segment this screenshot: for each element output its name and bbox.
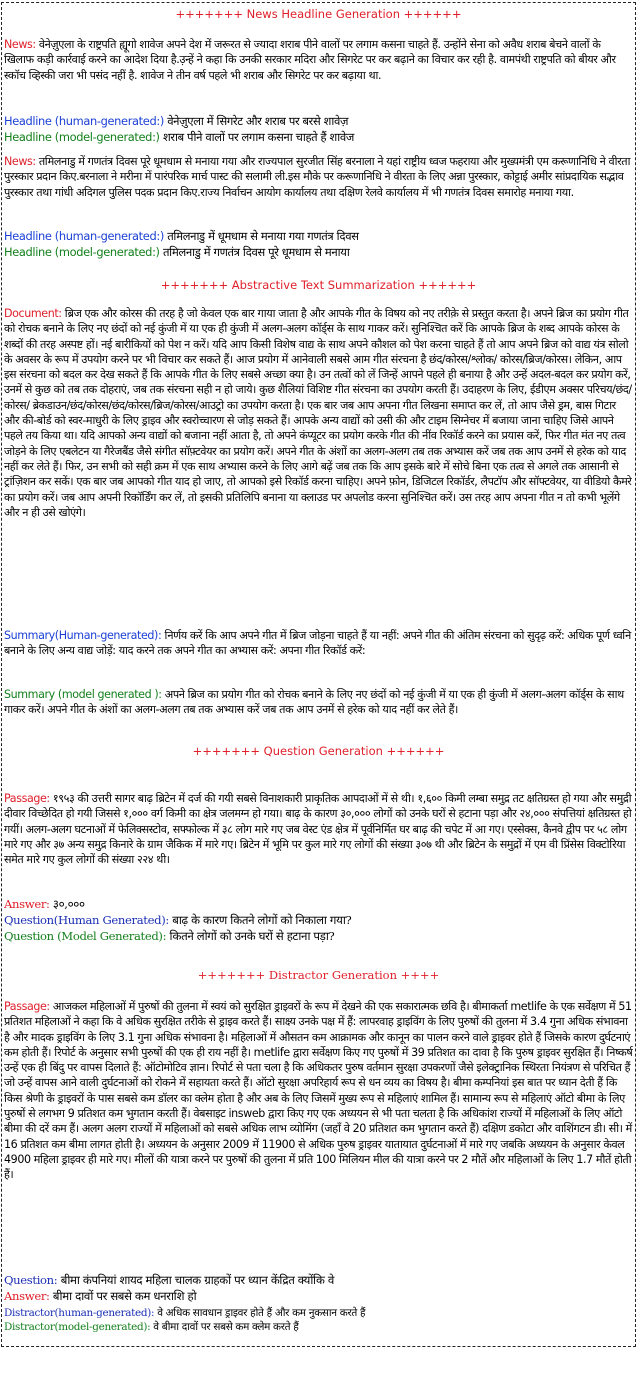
figure-frame <box>1 2 636 1347</box>
dg-passage-text: आजकल महिलाओं में पुरुषों की तुलना में स्वयं को सुरक्षित ड्राइवरों के रूप में देखने की एक सकारात्मक छवि है। बीमाकर्ता metlife के एक सर्वेक्षण में 51 प्रतिशत महिलाओं ने कहा कि वे अधिक सुरक्षित तरीके से ड्राइव करते हैं। साक्ष्य उनके पक्ष में हैं: लापरवाह ड्राइविंग के लिए पुरुषों की तुलना में 3.4 गुना अधिक संभावना है और मादक ड्राइविंग के लिए 3.1 गुना अधिक संभावना है। महिलाओं में औसतन कम आक्रामक और कानून का पालन करने वाले ड्राइवर होते हैं जिसके कारण दुर्घटनाएं कम होती हैं। रिपोर्ट के अनुसार सभी पुरुषों की एक ही राय नहीं है। metlife द्वारा सर्वेक्षण किए गए पुरुषों में 39 प्रतिशत का दावा है कि पुरुष ड्राइवर सुरक्षित हैं। निष्कर्ष उन्हें एक ही बिंदु पर वापस दिलाते हैं: ऑटोमोटिव ज्ञान। रिपोर्ट से पता चला है कि अधिकतर पुरुष वर्तमान सुरक्षा उपकरणों जैसे इलेक्ट्रानिक स्थिरता नियंत्रण से परिचित हैं जो उन्हें वापस आने वाली दुर्घटनाओं को रोकने में सहायता करते हैं। ऑटो सुरक्षा अपरिहार्य रूप से धन व्यय का विषय है। बीमा कम्पनियां इस बात पर ध्यान देती हैं कि किस श्रेणी के ड्राइवरों के पास सबसे कम डॉलर का क्लेम होता है और अब के लिए जिसमें मुख्य रूप से महिलाएं शामिल हैं। सामान्य रूप से महिलाएं ऑटो बीमा के लिए पुरुषों से लगभग 9 प्रतिशत कम भुगतान करती हैं। वेबसाइट insweb द्वारा किए गए एक अध्ययन से भी पता चलता है कि अधिकांश राज्यों में महिलाओं के लिए ऑटो बीमा की दरें कम हैं। अलग अलग राज्यों में महिलाओं को सबसे अधिक लाभ व्योमिंग (जहाँ वे 20 प्रतिशत कम भुगतान करते हैं) दक्षिण डकोटा और वाशिंगटन डी। सी। में 16 प्रतिशत कम बीमा लागत होती है। अध्ययन के अनुसार 2009 में 11900 से अधिक पुरुष ड्राइवर यातायात दुर्घटनाओं में मारे गए जबकि अध्ययन के अनुसार केवल 4900 महिला ड्राइवर ही मारे गए। मीलों की यात्रा करने पर पुरुषों की तुलना में प्रति 100 मिलियन मील की यात्रा करने पर 2 मौतें और महिलाओं के लिए 1.7 मौतें होती हैं। <box>4 1000 633 1182</box>
summ-human-label: Summary(Human-generated): <box>4 629 162 642</box>
news1-human-text: वेनेज़ुएला में सिगरेट और शराब पर बरसे शावेज़ <box>167 114 349 128</box>
news1-human-label: Headline (human-generated:) <box>4 114 164 128</box>
qg-answer-text: ३०,००० <box>52 897 85 911</box>
news1-paragraph <box>4 37 633 83</box>
news2-headlines <box>4 229 633 261</box>
section-title-news: +++++++ News Headline Generation ++++++ <box>175 7 462 21</box>
dg-answer-text: बीमा दावों पर सबसे कम धनराशि हो <box>52 1288 197 1303</box>
qg-passage-text: १९५३ की उत्तरी सागर बाढ़ ब्रिटेन में दर्ज की गयी सबसे विनाशकारी प्राकृतिक आपदाओं में से थी। १,६०० किमी लम्बा समुद्र तट क्षतिग्रस्त हो गया और समुद्री दीवार विच्छेदित हो गयी जिससे १,००० वर्ग किमी का क्षेत्र जलमग्न हो गया। बाढ़ के कारण ३०,००० लोगों को उनके घरों से हटाना पड़ा और २४,००० संपत्तियां क्षतिग्रस्त हो गयीं। अलग-अलग घटनाओं में फेलिक्सस्टोव, सफ्फोल्क में ३८ लोग मारे गए जब वेस्ट एंड क्षेत्र में पूर्वनिर्मित घर बाढ़ की चपेट में आ गए। एस्सेक्स, कैनवे द्वीप पर ५८ लोग मारे गए और ३७ अन्य समुद्र किनारे के ग्राम जैकिक में मारे गए। ब्रिटेन में भूमि पर कुल मारे गए लोगों की संख्या ३०७ थी और ब्रिटेन के समुद्रों में एम वी प्रिंसेस विक्टोरिया समेत मारे गए कुल लोगों की संख्या २२४ थी। <box>4 792 632 867</box>
summ-human-text: निर्णय करें कि आप अपने गीत में ब्रिज जोड़ना चाहते हैं या नहीं: अपने गीत की अंतिम संरचना को सुदृढ़ करें: अधिक पूर्ण ध्वनि बनाने के लिए अन्य वाद्य जोड़ें: याद करने तक अपने गीत का अभ्यास करें: अपना गीत रिकॉर्ड करें: <box>4 629 631 658</box>
dg-model-text: वे बीमा दावों पर सबसे कम क्लेम करते हैं <box>153 1321 299 1334</box>
summ-model-text: अपने ब्रिज का प्रयोग गीत को रोचक बनाने के लिए नए छंदों को नई कुंजी में या एक ही कुंजी में अलग-अलग कॉर्ड्स के साथ गाकर करें। अपने गीत के अंशों का अलग-अलग तब तक अभ्यास करें जब तक आप उनमें से हरेक को याद नहीं कर लेते हैं। <box>4 688 624 717</box>
section-title-summarization: +++++++ Abstractive Text Summarization ++++++ <box>160 278 477 292</box>
news2-model-text: तमिलनाडु में गणतंत्र दिवस पूरे धूमधाम से मनाया <box>162 244 350 259</box>
news1-label: News: <box>4 38 36 51</box>
news1-model-text: शराब पीने वालों पर लगाम कसना चाहते हैं शावेज <box>162 129 354 144</box>
news2-paragraph <box>4 154 633 200</box>
qg-answer-label: Answer: <box>4 897 50 911</box>
dg-passage-paragraph <box>4 999 633 1183</box>
news2-human-label: Headline (human-generated:) <box>4 229 164 243</box>
summ-document-paragraph <box>4 306 633 520</box>
dg-question-text: बीमा कंपनियां शायद महिला चालक ग्राहकों पर ध्यान केंद्रित क्योंकि वे <box>60 1273 335 1287</box>
news2-model-label: Headline (model-generated:) <box>4 244 160 259</box>
section-title-distractor-generation: +++++++ Distractor Generation ++++ <box>197 968 440 982</box>
summ-document-text: ब्रिज एक और कोरस की तरह है जो केवल एक बार गाया जाता है और आपके गीत के विषय को नए तरीक़े से प्रस्तुत करता है। अपने ब्रिज का प्रयोग गीत को रोचक बनाने के लिए नए छंदों को नई कुंजी में या एक ही कुंजी में अलग-अलग कॉर्ड्स के साथ गाकर करें। सुनिश्चित करें कि आपके ब्रिज के शब्द आपके कोरस के शब्दों की तरह अस्पष्ट हों। नई बारीकियों को पेश न करें। यदि आप किसी विशेष वाद्य के साथ अपने कौशल को पेश करना चाहते हैं तो आप अपने ब्रिज को वाद्य यंत्र सोलो के अवसर के रूप में उपयोग करने पर भी विचार कर सकते हैं। आज प्रयोग में आनेवाली सबसे आम गीत संरचना है छंद/कोरस/श्लोक/ कोरस/ब्रिज/कोरस। लेकिन, आप इस संरचना को बदल कर देख सकते हैं कि आपके गीत के लिए सबसे अच्छा क्या है। उन तत्वों को लें जिन्हें आपने पहले ही बनाया है और उन्हें अदल-बदल कर प्रयोग करें, उनमें से कुछ को तब तक दोहराएं, जब तक संरचना सही न हो जाये। कुछ शैलियां विशिष्ट गीत संरचना का उपयोग करती हैं। उदाहरण के लिए, ईडीएम अक्सर परिचय/छंद/कोरस/ ब्रेकडाउन/छंद/कोरस/छंद/कोरस/ब्रिज/कोरस/आउट्रो का उपयोग करता है। एक बार जब आप अपना गीत लिखना समाप्त कर लें, तो आप जैसे ड्रम, बास गिटार और की-बोर्ड को स्वर-माधुरी के लिए ड्राइव और स्वरोच्चारण से जोड़ सकते हैं। आपके अन्य वाद्यों को उसी की और टाइम सिग्नेचर में बजाया जाना चाहिए जिसे आपने पहले तय किया था। यदि आपको अन्य वाद्यों को बजाना नहीं आता है, तो अपने कंप्यूटर का प्रयोग करके गीत की नींव रिकॉर्ड करने का प्रयास करें, फिर गीत मंत नए तत्व जोड़ने के लिए एबलेटन या गैरेजबैंड जैसे संगीत सॉफ़्टवेयर का प्रयोग करें। अपने गीत के अंशों का अलग-अलग तब तक अभ्यास करें जब तक आप उनमें से हरेक को याद नहीं कर लेते हैं। फिर, उन सभी को सही क्रम में एक साथ अभ्यास करने के लिए आगे बढ़ें जब तक कि आप इसके बारे में सोचे बिना एक तत्व से अगले तक आसानी से ट्रांज़िशन कर सकें। एक बार जब आपको गीत याद हो जाए, तो आपको इसे रिकॉर्ड करना चाहिए। अपने फ़ोन, डिजिटल रिकॉर्डर, लैपटॉप और सॉफ्टवेयर, या वीडियो कैमरे का प्रयोग करें। जब आप अपनी रिकॉर्डिंग कर लें, तो इसकी प्रतिलिपि बनाना या क्लाउड पर अपलोड करना सुनिश्चित करें। उस तरह आप अपना गीत न तो कभी भूलेंगे और न ही उसे खोएंगे। <box>4 307 632 519</box>
section-title-question-generation: +++++++ Question Generation ++++++ <box>192 744 445 758</box>
qg-human-text: बाढ़ के कारण कितने लोगों को निकाला गया? <box>172 913 352 927</box>
qg-passage-label: Passage: <box>4 792 50 805</box>
news2-text: तमिलनाडु में गणतंत्र दिवस पूरे धूमधाम से मनाया गया और राज्यपाल सुरजीत सिंह बरनाला ने यहां राष्ट्रीय ध्वज फहराया और मुख्यमंत्री एम करूणानिधि ने वीरता पुरस्कार प्रदान किए.बरनाला ने मरीना में पारंपरिक मार्च पास्ट की सलामी ली.इस मौके पर करूणानिधि ने वीरता के लिए अन्ना पुरस्कार, कोट्टाई अमीर सांप्रदायिक सद्भाव पुरस्कार तथा गांधी अदिगल पुलिस पदक प्रदान किए.राज्य निर्वाचन आयोग कार्यालय तथा दक्षिण रेलवे कार्यालय में भी गणतंत्र दिवस समारोह मनाया गया. <box>4 155 631 199</box>
summ-document-label: Document: <box>4 307 62 320</box>
qg-model-text: कितने लोगों को उनके घरों से हटाना पड़ा? <box>169 929 335 943</box>
news1-text: वेनेज़ुएला के राष्ट्रपति ह्यूगो शावेज अपने देश में जरूरत से ज्यादा शराब पीने वालों पर लगाम कसना चाहते हैं. उन्होंने सेना को अवैध शराब बेचने वालों के खिलाफ कड़ी कार्रवाई करने का आदेश दिया है.उ़न्हें ने कहा कि उनकी सरकार मदिरा और सिगरेट पर कर बढ़ाने का विचार कर रही है. वामपंथी राष्ट्रपति को बीयर और स्कॉच व्हिस्की जरा भी पसंद नहीं है. शावेज ने तीन वर्ष पहले भी शराब और सिगरेट पर कर बढ़ाया था. <box>4 38 616 82</box>
dg-distractors <box>4 1306 633 1334</box>
dg-answer-label: Answer: <box>4 1288 50 1303</box>
dg-question-label: Question: <box>4 1273 58 1287</box>
news2-label: News: <box>4 155 36 168</box>
qg-model-label: Question (Model Generated): <box>4 929 167 943</box>
qg-passage-paragraph <box>4 791 633 867</box>
dg-human-label: Distractor(human-generated): <box>4 1307 155 1319</box>
dg-passage-label: Passage: <box>4 1000 50 1013</box>
dg-human-text: वे अधिक सावधान ड्राइवर होते हैं और कम नुकसान करते हैं <box>157 1307 366 1319</box>
news1-model-label: Headline (model-generated:) <box>4 129 160 144</box>
qg-answers <box>4 896 633 944</box>
summ-human-paragraph <box>4 628 633 659</box>
news2-human-text: तमिलनाडु में धूमधाम से मनाया गया गणतंत्र दिवस <box>167 229 359 243</box>
qg-human-label: Question(Human Generated): <box>4 913 169 927</box>
summ-model-label: Summary (model generated ): <box>4 688 162 701</box>
dg-model-label: Distractor(model-generated): <box>4 1321 151 1334</box>
dg-qa <box>4 1273 633 1304</box>
news1-headlines <box>4 114 633 146</box>
summ-model-paragraph <box>4 687 633 718</box>
